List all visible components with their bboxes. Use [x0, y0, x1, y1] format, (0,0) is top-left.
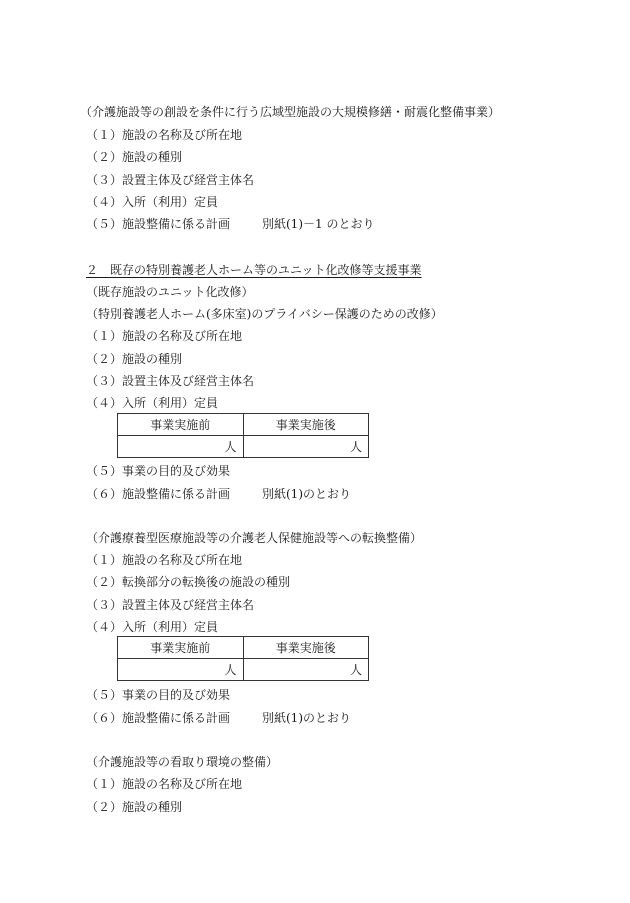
section-a-item-5: （５）施設整備に係る計画: [86, 217, 231, 231]
value-after: 人: [243, 659, 369, 681]
sub-b-header-2: （特別養護老人ホーム(多床室)のプライバシー保護のための改修）: [86, 307, 443, 321]
sub-d-header: （介護施設等の看取り環境の整備）: [86, 755, 279, 769]
sub-b-item-4: （４）入所（利用）定員: [86, 396, 219, 410]
sub-c-capacity-table: [117, 636, 369, 681]
sub-c-item-3: （３）設置主体及び経営主体名: [86, 598, 255, 612]
section-a-item-1: （１）施設の名称及び所在地: [86, 128, 243, 142]
sub-b-item-6: （６）施設整備に係る計画: [86, 487, 231, 501]
section-a-item-3: （３）設置主体及び経営主体名: [86, 173, 255, 187]
sub-c-header: （介護療養型医療施設等の介護老人保健施設等への転換整備）: [86, 531, 423, 545]
sub-c-plan-ref: 別紙(1)のとおり: [262, 711, 351, 725]
sub-b-item-1: （１）施設の名称及び所在地: [86, 329, 243, 343]
sub-b-item-5: （５）事業の目的及び効果: [86, 464, 231, 478]
sub-b-item-2: （２）施設の種別: [86, 352, 183, 366]
sub-c-item-1: （１）施設の名称及び所在地: [86, 553, 243, 567]
sub-b-plan-ref: 別紙(1)のとおり: [262, 487, 351, 501]
section-a-header: （介護施設等の創設を条件に行う広域型施設の大規模修繕・耐震化整備事業）: [80, 105, 501, 119]
sub-b-capacity-table: [117, 413, 369, 458]
sub-b-item-3: （３）設置主体及び経営主体名: [86, 374, 255, 388]
col-before-header: 事業実施前: [118, 637, 244, 659]
section-a-item-4: （４）入所（利用）定員: [86, 195, 219, 209]
sub-b-header: （既存施設のユニット化改修）: [86, 285, 254, 299]
sub-c-item-5: （５）事業の目的及び効果: [86, 688, 231, 702]
col-after-header: 事業実施後: [243, 414, 369, 436]
section-a-item-2: （２）施設の種別: [86, 150, 183, 164]
sub-c-item-6: （６）施設整備に係る計画: [86, 711, 231, 725]
value-before: 人: [118, 436, 244, 458]
col-before-header: 事業実施前: [118, 414, 244, 436]
table-header-row: [118, 637, 369, 659]
col-after-header: 事業実施後: [243, 637, 369, 659]
sub-d-item-1: （１）施設の名称及び所在地: [86, 777, 243, 791]
section-a-plan-ref: 別紙(1)－1 のとおり: [262, 217, 375, 231]
sub-d-item-2: （２）施設の種別: [86, 800, 183, 814]
table-header-row: [118, 414, 369, 436]
value-before: 人: [118, 659, 244, 681]
section-2-title: ２ 既存の特別養護老人ホーム等のユニット化改修等支援事業: [86, 263, 422, 277]
sub-c-item-4: （４）入所（利用）定員: [86, 620, 219, 634]
table-row: [118, 659, 369, 681]
sub-c-item-2: （２）転換部分の転換後の施設の種別: [86, 575, 291, 589]
table-row: [118, 436, 369, 458]
value-after: 人: [243, 436, 369, 458]
